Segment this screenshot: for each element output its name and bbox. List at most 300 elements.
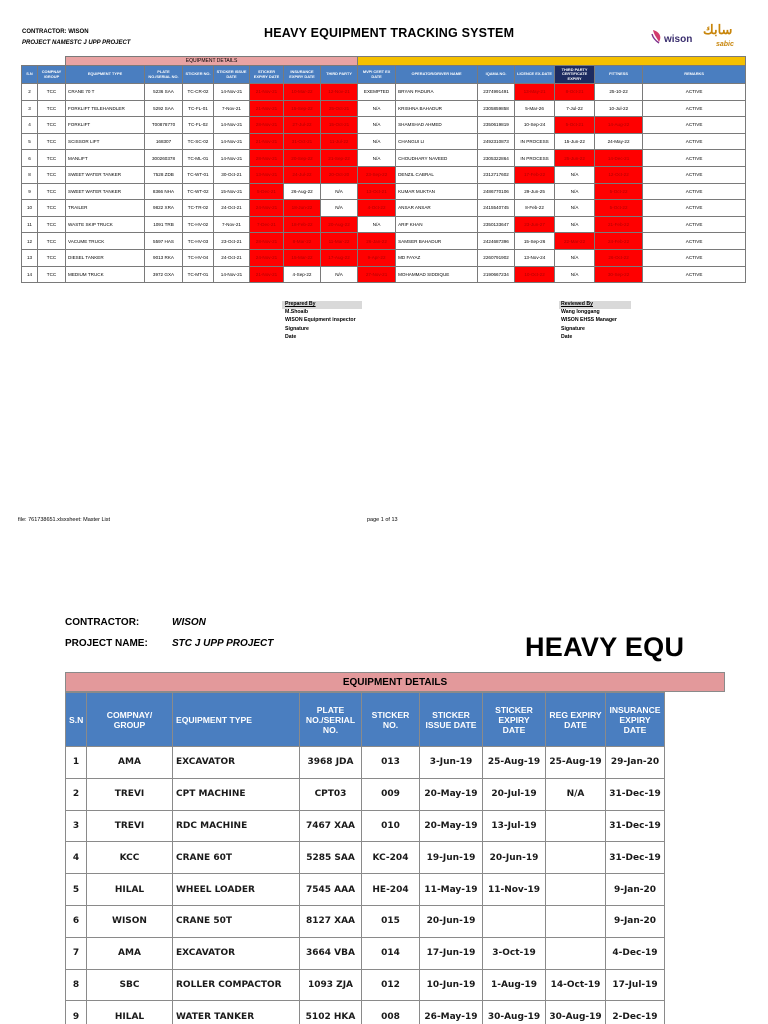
logo-arabic-text: سابك (703, 22, 733, 37)
equipment-details-band (22, 57, 746, 66)
table-cell: 28-Nov-21 (250, 150, 284, 167)
table-cell: N/A (358, 150, 396, 167)
table-cell: 5292 SAA (145, 100, 183, 117)
wison-sabic-logo (650, 22, 745, 54)
page-title: HEAVY EQUIPMENT TRACKING SYSTEM (264, 26, 515, 40)
table-cell: 8127 XAA (300, 905, 362, 937)
table-cell: 5285 SAA (300, 842, 362, 874)
table-cell: 3-Jun-19 (420, 747, 483, 779)
table-cell: 7467 XAA (300, 810, 362, 842)
table-cell: 24-Nov-21 (250, 249, 284, 266)
table-cell: ACTIVE (643, 249, 746, 266)
table-cell: 5 (22, 133, 38, 150)
table-cell: 010 (362, 810, 420, 842)
table-cell: TCC (38, 183, 66, 200)
table-cell: SWEET WATER TANKER (66, 166, 145, 183)
table-cell: SHAMSHAD AHMED (396, 117, 478, 134)
details-band-yellow (358, 57, 746, 66)
column-header: STICKER NO. (362, 693, 420, 747)
table-cell: 6 (22, 150, 38, 167)
table-cell: 17-Aug-22 (321, 249, 358, 266)
table-cell: 11-Nov-19 (483, 874, 546, 906)
table-cell: 5-Oct-22 (595, 200, 643, 217)
table-cell: 30-Aug-19 (483, 1001, 546, 1024)
table-cell: ACTIVE (643, 233, 746, 250)
table-cell: 31-Dec-19 (606, 778, 665, 810)
table-cell: SAMSER BAHADUR (396, 233, 478, 250)
table-cell: ACTIVE (643, 84, 746, 101)
table-cell: 8-Mar-22 (284, 233, 321, 250)
table-row (22, 233, 746, 250)
table-row (66, 905, 665, 937)
table-cell: 14-Nov-21 (214, 133, 250, 150)
table-cell: 13-Jul-19 (483, 810, 546, 842)
table-cell: 20-Jul-19 (483, 778, 546, 810)
table-cell: 24-May-22 (595, 133, 643, 150)
table-cell: WISON (87, 905, 173, 937)
prepared-by-date: Date (285, 333, 297, 340)
table-cell: 7-Nov-21 (214, 216, 250, 233)
table-cell: TREVI (87, 778, 173, 810)
table-cell: CPT MACHINE (173, 778, 300, 810)
column-header: EQUIPMENT TYPE (173, 693, 300, 747)
table-cell: MEDIUM TRUCK (66, 266, 145, 283)
table-cell: EXCAVATOR (173, 747, 300, 779)
table-cell: 15-Sep-22 (284, 100, 321, 117)
table-cell: TC-HV-03 (183, 233, 214, 250)
footer-file-name: file: 761738651.xlsxsheet: Master List (18, 517, 111, 523)
table-cell: 13 (22, 249, 38, 266)
table-cell: 14-Nov-21 (214, 117, 250, 134)
column-header: MVPI CERT EX DATE (358, 66, 396, 84)
table-cell: TCC (38, 266, 66, 283)
table-cell: 28-Nov-21 (250, 233, 284, 250)
table-cell: 11 (22, 216, 38, 233)
table-cell: 15-Mar-22 (284, 249, 321, 266)
table-cell: DENZIL CABRAL (396, 166, 478, 183)
table-cell: N/A (555, 249, 595, 266)
table-cell: 5-Dec-21 (250, 183, 284, 200)
table-cell: 12-Nov-21 (321, 84, 358, 101)
project-name-label: PROJECT NAME: (65, 638, 148, 649)
equipment-details-band-large: EQUIPMENT DETAILS (65, 672, 725, 692)
table-cell: IN PROCESS (515, 133, 555, 150)
project-line: PROJECT NAMESTC J UPP PROJECT (22, 40, 131, 46)
table-cell: 21-Sep-22 (321, 150, 358, 167)
table-cell (546, 937, 606, 969)
table-row (22, 249, 746, 266)
reviewed-by-block (561, 300, 617, 341)
table-cell: SCISSOR LIFT (66, 133, 145, 150)
table-cell: 12-Oct-22 (595, 166, 643, 183)
table-cell: N/A (555, 166, 595, 183)
logo-wison-text: wison (664, 34, 693, 45)
table-cell: 5-Mar-26 (515, 100, 555, 117)
table-cell: 4-Dec-19 (606, 937, 665, 969)
table-cell: IN PROCESS (515, 150, 555, 167)
table-row (66, 842, 665, 874)
table-cell: 13-Nov-24 (515, 249, 555, 266)
table-cell: 26-May-19 (420, 1001, 483, 1024)
table-cell: SBC (87, 969, 173, 1001)
footer-page-number: page 1 of 13 (367, 517, 398, 523)
table-cell: DIESEL TANKER (66, 249, 145, 266)
table-cell: 4-Sep-22 (284, 266, 321, 283)
table-cell: 7 (66, 937, 87, 969)
table-cell: 13-Oct-21 (358, 183, 396, 200)
table-row (66, 778, 665, 810)
table-cell: 2374991491 (478, 84, 515, 101)
table-cell: TREVI (87, 810, 173, 842)
table-cell: 21-Nov-21 (250, 266, 284, 283)
table-cell: TCC (38, 216, 66, 233)
contractor-value: WISON (172, 617, 206, 628)
column-header: COMPNAY /GROUP (38, 66, 66, 84)
table-cell: 14 (22, 266, 38, 283)
column-header: PLATE NO./SERIAL NO. (300, 693, 362, 747)
table-cell: WASTE SKIP TRUCK (66, 216, 145, 233)
table-cell: CPT03 (300, 778, 362, 810)
table-cell: 14-Dec-21 (595, 150, 643, 167)
table-cell: 5-Oct-21 (555, 117, 595, 134)
table-cell: 17-Jul-19 (606, 969, 665, 1001)
table-cell: TCC (38, 200, 66, 217)
table-cell: 5597 HAS (145, 233, 183, 250)
table-cell: 27-Jul-22 (284, 117, 321, 134)
table-cell: CRANE 70 T (66, 84, 145, 101)
table-cell: N/A (321, 183, 358, 200)
table-cell: 012 (362, 969, 420, 1001)
table-cell: 2350133647 (478, 216, 515, 233)
table-cell: 10-Mar-22 (284, 84, 321, 101)
table-cell: 21-Nov-21 (250, 133, 284, 150)
reviewed-by-date: Date (561, 333, 573, 340)
page-title-large: HEAVY EQU (525, 632, 685, 662)
table-cell: 30-Oct-21 (214, 166, 250, 183)
sheet-page-2 (0, 575, 768, 1024)
table-cell: N/A (555, 266, 595, 283)
contractor-line: CONTRACTOR: WISON (22, 29, 89, 35)
table-cell: AMA (87, 937, 173, 969)
table-cell: N/A (358, 117, 396, 134)
table-cell: HE-204 (362, 874, 420, 906)
table-cell (546, 842, 606, 874)
table-cell: ANSAR ANSAR (396, 200, 478, 217)
prepared-by-role: WISON Equipment inspector (285, 317, 356, 324)
table-cell: 31-Dec-19 (606, 842, 665, 874)
table-cell: 9-Apr-22 (358, 249, 396, 266)
table-row (66, 1001, 665, 1024)
table-cell: 9013 RKA (145, 249, 183, 266)
table-cell: MD FAYAZ (396, 249, 478, 266)
table-cell: ACTIVE (643, 166, 746, 183)
table-row (22, 133, 746, 150)
table-cell: 2 (22, 84, 38, 101)
table-cell: 11-Mar-22 (321, 233, 358, 250)
column-header: STICKER ISSUE DATE (214, 66, 250, 84)
table-cell: HILAL (87, 1001, 173, 1024)
table-cell: WATER TANKER (173, 1001, 300, 1024)
table-cell: 14-Nov-21 (214, 150, 250, 167)
table-cell: 7-Dec-21 (250, 216, 284, 233)
table-row (66, 747, 665, 779)
table-cell: 2260791902 (478, 249, 515, 266)
table-cell: KCC (87, 842, 173, 874)
table-cell: CRANE 60T (173, 842, 300, 874)
column-header: OPERATOR/DRIVER NAME (396, 66, 478, 84)
column-header: S.N (66, 693, 87, 747)
table-cell: 14-Nov-21 (214, 266, 250, 283)
table-cell: 2486770106 (478, 183, 515, 200)
table-cell: 14-Aug-22 (595, 117, 643, 134)
table-cell: N/A (358, 100, 396, 117)
table-cell: 9822 XRA (145, 200, 183, 217)
table-cell: 23-Jun-27 (515, 216, 555, 233)
table-cell: 21-Nov-21 (250, 84, 284, 101)
table-cell: 18-Jun-22 (284, 200, 321, 217)
table-cell: 29-Jun-25 (515, 183, 555, 200)
table-cell: 20-Jun-19 (420, 905, 483, 937)
table-cell: N/A (358, 133, 396, 150)
table-cell: KUMAR MUKTAN (396, 183, 478, 200)
logo-sabic-text: sabic (716, 41, 734, 48)
table-cell: 25-Oct-21 (321, 100, 358, 117)
column-header: EQUIPMENT TYPE (66, 66, 145, 84)
table-cell: 2492310873 (478, 133, 515, 150)
table-cell: TC-HV-02 (183, 216, 214, 233)
table-cell: TC-HV-04 (183, 249, 214, 266)
table-row (22, 183, 746, 200)
table-cell: 14-Oct-19 (546, 969, 606, 1001)
table-cell: TC-WT-02 (183, 183, 214, 200)
table-cell: 7545 AAA (300, 874, 362, 906)
table-cell: 8-Oct-21 (555, 84, 595, 101)
table-cell: 23-Oct-21 (214, 233, 250, 250)
table-cell: 7528 ZDB (145, 166, 183, 183)
table-row (22, 84, 746, 101)
table-cell: CHOUDHARY NAVEED (396, 150, 478, 167)
table-cell: 5102 HKA (300, 1001, 362, 1024)
table-row (22, 216, 746, 233)
table-cell: FORKLIFT (66, 117, 145, 134)
table-cell: 20-May-19 (420, 778, 483, 810)
table-cell: N/A (546, 778, 606, 810)
table-row (66, 810, 665, 842)
table-cell: 1 (66, 747, 87, 779)
column-header: STICKER NO. (183, 66, 214, 84)
table-cell: 2-Dec-19 (606, 1001, 665, 1024)
table-row (22, 100, 746, 117)
table-cell: 2312717602 (478, 166, 515, 183)
table-cell: 29-Jan-20 (606, 747, 665, 779)
table-cell: 24-Feb-22 (595, 233, 643, 250)
column-header: S.N (22, 66, 38, 84)
equipment-details-label: EQUIPMENT DETAILS (66, 57, 358, 66)
column-header: IQAMA NO. (478, 66, 515, 84)
table-cell: TCC (38, 249, 66, 266)
table-cell: 300260378 (145, 150, 183, 167)
column-header: INSURANCE EXPIRY DATE (606, 693, 665, 747)
table-cell: TC-FL-01 (183, 100, 214, 117)
table-cell: 9 (22, 183, 38, 200)
table-cell: 17-Jun-19 (420, 937, 483, 969)
table-cell: 2415540745 (478, 200, 515, 217)
table-cell: TCC (38, 133, 66, 150)
column-header: THIRD PARTY (321, 66, 358, 84)
table-cell: 23-Sep-22 (358, 166, 396, 183)
table-cell: TC-MT-01 (183, 266, 214, 283)
table-cell: 1-Aug-19 (483, 969, 546, 1001)
table-cell: 24-Nov-21 (250, 200, 284, 217)
table-cell: 3968 JDA (300, 747, 362, 779)
table-cell: 26-Aug-22 (284, 183, 321, 200)
table-cell: 12 (22, 233, 38, 250)
table-row (66, 874, 665, 906)
table-cell: 9 (66, 1001, 87, 1024)
table-cell: CRANE 50T (173, 905, 300, 937)
column-header: FITTNESS (595, 66, 643, 84)
prepared-by-heading: Prepared By (285, 301, 316, 307)
table-cell: 1091 TRB (145, 216, 183, 233)
table-cell: 4 (22, 117, 38, 134)
table-cell: ACTIVE (643, 133, 746, 150)
table-cell: KRISHNA BAHADUR (396, 100, 478, 117)
table-cell: 20-Oct-20 (321, 166, 358, 183)
table-cell: WHEEL LOADER (173, 874, 300, 906)
table-cell: 27-Nov-21 (358, 266, 396, 283)
table-cell: TC-CR-02 (183, 84, 214, 101)
table-cell: 25-Aug-19 (483, 747, 546, 779)
table-cell (546, 874, 606, 906)
table-cell: TC-SC-02 (183, 133, 214, 150)
table-cell: 008 (362, 1001, 420, 1024)
table-cell: 19-Jun-19 (420, 842, 483, 874)
equipment-table-page-1 (21, 56, 746, 283)
table-cell: 13-Nov-21 (250, 166, 284, 183)
column-header: REG EXPIRY DATE (546, 693, 606, 747)
table-row (22, 200, 746, 217)
table-cell: 20-Sep-22 (284, 150, 321, 167)
table-header-row (22, 66, 746, 84)
table-cell: 30-Aug-19 (546, 1001, 606, 1024)
prepared-by-block (285, 300, 356, 341)
table-cell: ACTIVE (643, 117, 746, 134)
equipment-table-page-2 (65, 692, 665, 1024)
table-cell: 31-Oct-21 (284, 133, 321, 150)
table-cell: 2305322864 (478, 150, 515, 167)
table-cell: 10-Jul-22 (595, 100, 643, 117)
table-cell: 28-Nov-21 (250, 117, 284, 134)
table-cell: MOHAMMAD SIDDIQUE (396, 266, 478, 283)
table-cell: TC-ML-01 (183, 150, 214, 167)
table-cell: 10-Sep-24 (515, 117, 555, 134)
table-cell: 25-Aug-19 (546, 747, 606, 779)
table-cell: 11-May-19 (420, 874, 483, 906)
table-row (22, 117, 746, 134)
table-cell: 14-Nov-21 (214, 84, 250, 101)
table-row (22, 150, 746, 167)
table-cell: TRAILER (66, 200, 145, 217)
table-cell: 5 (66, 874, 87, 906)
column-header: STICKER EXPIRY DATE (250, 66, 284, 84)
table-cell: TCC (38, 117, 66, 134)
table-cell (546, 810, 606, 842)
table-cell: TCC (38, 150, 66, 167)
table-cell: ACTIVE (643, 100, 746, 117)
table-cell (483, 905, 546, 937)
project-name-value: STC J UPP PROJECT (172, 638, 274, 649)
table-cell: 9-Jan-20 (606, 905, 665, 937)
column-header: STICKER ISSUE DATE (420, 693, 483, 747)
table-cell: 13-May-21 (515, 84, 555, 101)
column-header: THIRD PARTY CERTIFICATE EXPIRY (555, 66, 595, 84)
table-cell: N/A (321, 266, 358, 283)
table-cell: 015 (362, 905, 420, 937)
table-cell: N/A (555, 216, 595, 233)
table-cell: 2350619819 (478, 117, 515, 134)
table-cell: 10-Oct-22 (515, 266, 555, 283)
contractor-label: CONTRACTOR: (65, 617, 140, 628)
table-cell: 26-Jan-22 (358, 233, 396, 250)
table-cell: 168307 (145, 133, 183, 150)
table-cell: 009 (362, 778, 420, 810)
column-header: INSURANCE EXPIRY DATE (284, 66, 321, 84)
table-cell: N/A (555, 183, 595, 200)
table-cell: 8366 NHA (145, 183, 183, 200)
table-cell: 8 (66, 969, 87, 1001)
table-cell: 11-Jul-22 (321, 133, 358, 150)
table-cell: T00878770 (145, 117, 183, 134)
table-cell: 7-Nov-21 (214, 100, 250, 117)
table-cell: 24-Oct-21 (214, 200, 250, 217)
table-cell: 3-Oct-19 (483, 937, 546, 969)
table-cell: 014 (362, 937, 420, 969)
table-cell: 10-Jun-19 (420, 969, 483, 1001)
table-cell: EXEMPTED (358, 84, 396, 101)
table-cell: ARIF KHAN (396, 216, 478, 233)
table-cell: 25-Jun-22 (555, 150, 595, 167)
table-cell: KC-204 (362, 842, 420, 874)
table-cell: ROLLER COMPACTOR (173, 969, 300, 1001)
table-cell: ACTIVE (643, 183, 746, 200)
table-cell: CHANGUI LI (396, 133, 478, 150)
table-cell: FORKLIFT TELEHANDLER (66, 100, 145, 117)
table-cell: 5236 SAA (145, 84, 183, 101)
table-cell: 15-Oct-21 (321, 117, 358, 134)
table-cell: 20-Aug-22 (321, 216, 358, 233)
table-cell: ACTIVE (643, 200, 746, 217)
table-cell: 3 (22, 100, 38, 117)
table-row (66, 969, 665, 1001)
table-cell: RDC MACHINE (173, 810, 300, 842)
table-cell: VACUME TRUCK (66, 233, 145, 250)
prepared-by-name: M.Shoaib (285, 309, 309, 316)
column-header: COMPNAY/ GROUP (87, 693, 173, 747)
table-cell: TC-FL-02 (183, 117, 214, 134)
table-cell: 2 (66, 778, 87, 810)
table-row (66, 937, 665, 969)
table-cell: ACTIVE (643, 266, 746, 283)
table-header-row-large (66, 693, 665, 747)
column-header: LICENCE EX-DATE (515, 66, 555, 84)
table-cell: 26-Oct-22 (595, 249, 643, 266)
table-cell: 20-May-19 (420, 810, 483, 842)
table-cell: 24-Oct-21 (214, 249, 250, 266)
table-cell: 8 (22, 166, 38, 183)
table-cell: 4-Oct-22 (358, 200, 396, 217)
table-cell: 1093 ZJA (300, 969, 362, 1001)
table-row (22, 266, 746, 283)
